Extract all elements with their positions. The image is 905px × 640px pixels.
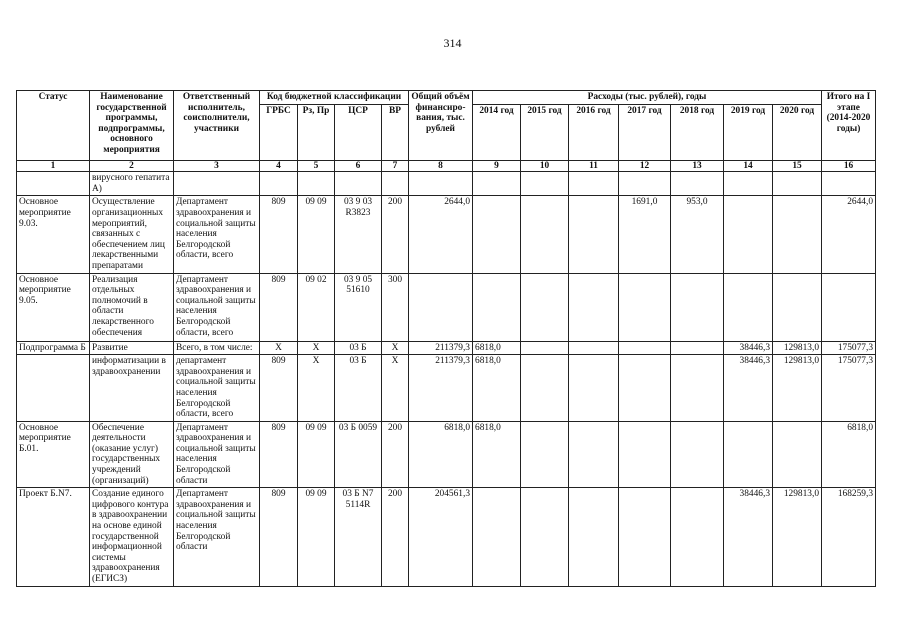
header-year: 2017 год [619,104,671,160]
cell-2020 [773,196,822,273]
cell-grbs: 809 [260,196,298,273]
cell-vr: 200 [382,196,409,273]
cell-2017 [619,273,671,341]
cell-rzpr: Х [298,341,335,355]
cell-2014 [473,196,521,273]
cell-2018 [671,488,724,586]
cell-2019: 38446,3 [724,341,773,355]
cell-rzpr: 09 09 [298,421,335,488]
column-number: 4 [260,160,298,172]
cell-2016 [569,355,619,422]
cell-csr: 03 Б [335,341,382,355]
cell-2016 [569,421,619,488]
column-number: 11 [569,160,619,172]
cell-csr [335,172,382,196]
cell-2017 [619,421,671,488]
cell-2014 [473,488,521,586]
cell-grbs: 809 [260,273,298,341]
cell-2015 [521,488,569,586]
budget-table [16,90,876,587]
cell-stage-total: 2644,0 [822,196,876,273]
cell-responsible: Департамент здравоохранения и социальной защиты населения Белгородской области [174,421,260,488]
cell-csr: 03 9 05 51610 [335,273,382,341]
cell-responsible [174,172,260,196]
column-number-row [17,160,876,172]
page-number: 314 [443,36,462,50]
header-status: Статус [17,91,90,161]
cell-stage-total: 168259,3 [822,488,876,586]
cell-name: Создание единого цифрового контура в здравоохранении на основе единой государственной информационной системы здравоохранения (ЕГИСЗ) [90,488,174,586]
cell-2019 [724,421,773,488]
cell-2020: 129813,0 [773,355,822,422]
cell-name: Обеспечение деятельности (оказание услуг) государственных учреждений (организаций) [90,421,174,488]
column-number: 13 [671,160,724,172]
cell-responsible: Департамент здравоохранения и социальной защиты населения Белгородской области, всего [174,196,260,273]
cell-status [17,355,90,422]
header-year: 2019 год [724,104,773,160]
header-year: 2015 год [521,104,569,160]
table-row [17,196,876,273]
cell-vr: Х [382,355,409,422]
cell-grbs [260,172,298,196]
cell-vr: 200 [382,488,409,586]
cell-2016 [569,341,619,355]
column-number: 16 [822,160,876,172]
cell-2015 [521,341,569,355]
column-number: 8 [409,160,473,172]
cell-responsible: Департамент здравоохранения и социальной защиты населения Белгородской области, всего [174,273,260,341]
cell-name: Развитие [90,341,174,355]
cell-name: Осуществление организационных мероприятий, связанных с обеспечением лиц лекарственными препаратами [90,196,174,273]
cell-2016 [569,488,619,586]
cell-grbs: 809 [260,421,298,488]
cell-2018 [671,341,724,355]
header-year: 2014 год [473,104,521,160]
column-number: 10 [521,160,569,172]
cell-2020: 129813,0 [773,341,822,355]
cell-grbs: Х [260,341,298,355]
column-number: 1 [17,160,90,172]
cell-2019 [724,196,773,273]
cell-2015 [521,196,569,273]
cell-name: Реализация отдельных полномочий в области лекарственного обеспечения [90,273,174,341]
cell-2014: 6818,0 [473,341,521,355]
cell-total: 204561,3 [409,488,473,586]
cell-responsible: Всего, в том числе: [174,341,260,355]
column-number: 15 [773,160,822,172]
header-name: Наименование государственной программы, подпрограммы, основного мероприятия [90,91,174,161]
cell-2014: 6818,0 [473,355,521,422]
cell-2018 [671,172,724,196]
cell-2015 [521,355,569,422]
column-number: 6 [335,160,382,172]
header-expenses: Расходы (тыс. рублей), годы [473,91,822,105]
cell-stage-total: 175077,3 [822,355,876,422]
header-budget-code: Код бюджетной классификации [260,91,409,105]
cell-2014 [473,273,521,341]
cell-csr: 03 Б 0059 [335,421,382,488]
cell-status: Основное мероприятие Б.01. [17,421,90,488]
cell-2019 [724,172,773,196]
cell-vr: 200 [382,421,409,488]
cell-2018 [671,421,724,488]
cell-2017 [619,488,671,586]
cell-2016 [569,172,619,196]
header-grbs: ГРБС [260,104,298,160]
cell-2017: 1691,0 [619,196,671,273]
table-row [17,421,876,488]
cell-rzpr: Х [298,355,335,422]
cell-total: 2644,0 [409,196,473,273]
cell-2017 [619,172,671,196]
cell-csr: 03 9 03 R3823 [335,196,382,273]
column-number: 3 [174,160,260,172]
cell-2018 [671,355,724,422]
cell-grbs: 809 [260,488,298,586]
header-year: 2016 год [569,104,619,160]
cell-name: вирусного гепатита А) [90,172,174,196]
cell-total: 211379,3 [409,355,473,422]
cell-vr: 300 [382,273,409,341]
cell-vr: Х [382,341,409,355]
cell-2020 [773,172,822,196]
column-number: 12 [619,160,671,172]
cell-total [409,172,473,196]
cell-2020 [773,421,822,488]
cell-2019: 38446,3 [724,355,773,422]
cell-name: информатизации в здравоохранении [90,355,174,422]
cell-rzpr: 09 09 [298,488,335,586]
table-row [17,273,876,341]
cell-stage-total [822,273,876,341]
cell-vr [382,172,409,196]
header-total-volume: Общий объём финансиро-вания, тыс. рублей [409,91,473,161]
column-number: 5 [298,160,335,172]
column-number: 7 [382,160,409,172]
header-total-stage: Итого на I этапе (2014-2020 годы) [822,91,876,161]
cell-2020: 129813,0 [773,488,822,586]
cell-status: Основное мероприятие 9.05. [17,273,90,341]
column-number: 9 [473,160,521,172]
cell-grbs: 809 [260,355,298,422]
cell-2016 [569,196,619,273]
header-csr: ЦСР [335,104,382,160]
table-row [17,355,876,422]
cell-2019: 38446,3 [724,488,773,586]
cell-2015 [521,421,569,488]
cell-2019 [724,273,773,341]
cell-csr: 03 Б [335,355,382,422]
cell-2015 [521,172,569,196]
cell-status: Основное мероприятие 9.03. [17,196,90,273]
column-number: 14 [724,160,773,172]
cell-csr: 03 Б N7 5114R [335,488,382,586]
cell-stage-total: 6818,0 [822,421,876,488]
cell-2016 [569,273,619,341]
cell-total [409,273,473,341]
cell-status: Подпрограмма Б [17,341,90,355]
cell-stage-total [822,172,876,196]
cell-rzpr: 09 09 [298,196,335,273]
table-row [17,341,876,355]
header-year: 2018 год [671,104,724,160]
cell-total: 6818,0 [409,421,473,488]
cell-2017 [619,355,671,422]
header-year: 2020 год [773,104,822,160]
cell-2015 [521,273,569,341]
cell-rzpr: 09 02 [298,273,335,341]
cell-status: Проект Б.N7. [17,488,90,586]
cell-responsible: департамент здравоохранения и социальной защиты населения Белгородской области, всего [174,355,260,422]
cell-rzpr [298,172,335,196]
cell-2020 [773,273,822,341]
cell-2014: 6818,0 [473,421,521,488]
cell-status [17,172,90,196]
header-rzpr: Рз, Пр [298,104,335,160]
table-row [17,172,876,196]
cell-stage-total: 175077,3 [822,341,876,355]
cell-responsible: Департамент здравоохранения и социальной защиты населения Белгородской области [174,488,260,586]
cell-2014 [473,172,521,196]
header-responsible: Ответственный исполнитель, соисполнители, участники [174,91,260,161]
cell-total: 211379,3 [409,341,473,355]
cell-2018: 953,0 [671,196,724,273]
cell-2017 [619,341,671,355]
cell-2018 [671,273,724,341]
table-row [17,488,876,586]
header-vr: ВР [382,104,409,160]
column-number: 2 [90,160,174,172]
